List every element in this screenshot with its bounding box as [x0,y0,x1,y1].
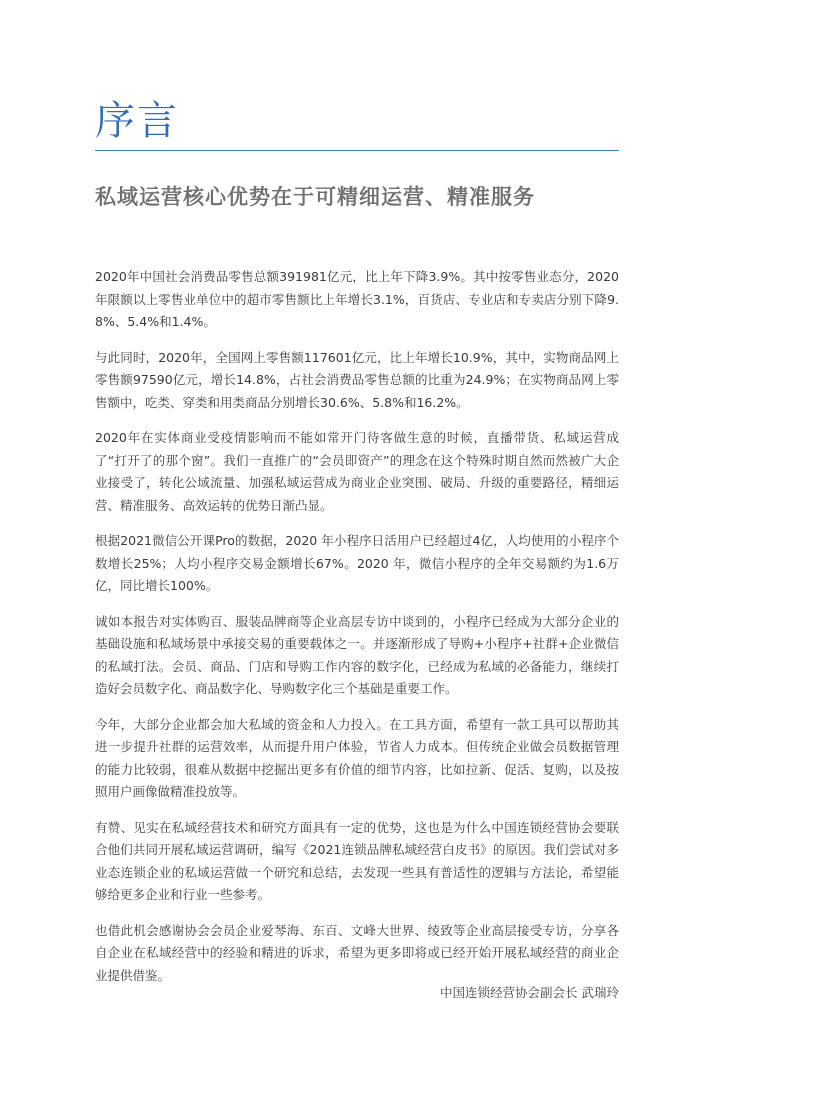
signature: 中国连锁经营协会副会长 武瑞玲 [440,985,619,1000]
paragraph: 2020年在实体商业受疫情影响而不能如常开门待客做生意的时候，直播带货、私域运营成了“打开了的那个窗”。我们一直推广的“会员即资产”的理念在这个特殊时期自然而然被广大企业接受了，转化公域流量、加强私域运营成为商业企业突围、破局、升级的重要路径，精细运营、精准服务、高效运转的优势日渐凸显。 [95,430,619,513]
paragraph: 诚如本报告对实体购百、服装品牌商等企业高层专访中谈到的，小程序已经成为大部分企业的基础设施和私域场景中承接交易的重要载体之一。并逐渐形成了导购+小程序+社群+企业微信的私域打法。会员、商品、门店和导购工作内容的数字化，已经成为私域的必备能力，继续打造好会员数字化、商品数字化、导购数字化三个基础是重要工作。 [95,613,619,696]
paragraph: 有赞、见实在私域经营技术和研究方面具有一定的优势，这也是为什么中国连锁经营协会要联合他们共同开展私域运营调研，编写《2021连锁品牌私域经营白皮书》的原因。我们尝试对多业态连锁企业的私域运营做一个研究和总结，去发现一些具有普适性的逻辑与方法论，希望能够给更多企业和行业一些参考。 [95,819,619,902]
section-subtitle: 私域运营核心优势在于可精细运营、精准服务 [95,185,535,209]
paragraph: 根据2021微信公开课Pro的数据，2020 年小程序日活用户已经超过4亿，人均使用的小程序个数增长25%；人均小程序交易金额增长67%。2020 年，微信小程序的全年交易额约为1.6万亿，同比增长100%。 [95,533,619,593]
page-title: 序言 [95,98,179,144]
paragraph: 与此同时，2020年，全国网上零售额117601亿元，比上年增长10.9%，其中，实物商品网上零售额97590亿元，增长14.8%，占社会消费品零售总额的比重为24.9%；在实物商品网上零售额中，吃类、穿类和用类商品分别增长30.6%、5.8%和16.2%。 [95,349,619,410]
paragraph: 2020年中国社会消费品零售总额391981亿元，比上年下降3.9%。其中按零售业态分，2020年限额以上零售业单位中的超市零售额比上年增长3.1%，百货店、专业店和专卖店分别下降9.8%、5.4%和1.4%。 [95,269,619,329]
paragraph: 也借此机会感谢协会会员企业爱琴海、东百、文峰大世界、绫致等企业高层接受专访，分享各自企业在私域经营中的经验和精进的诉求，希望为更多即将或已经开始开展私域经营的商业企业提供借鉴。 [95,922,619,983]
paragraph: 今年，大部分企业都会加大私域的资金和人力投入。在工具方面，希望有一款工具可以帮助其进一步提升社群的运营效率，从而提升用户体验，节省人力成本。但传统企业做会员数据管理的能力比较弱，很难从数据中挖掘出更多有价值的细节内容，比如拉新、促活、复购，以及按照用户画像做精准投放等。 [95,716,619,799]
body-text [95,266,619,1000]
title-divider [95,150,619,151]
